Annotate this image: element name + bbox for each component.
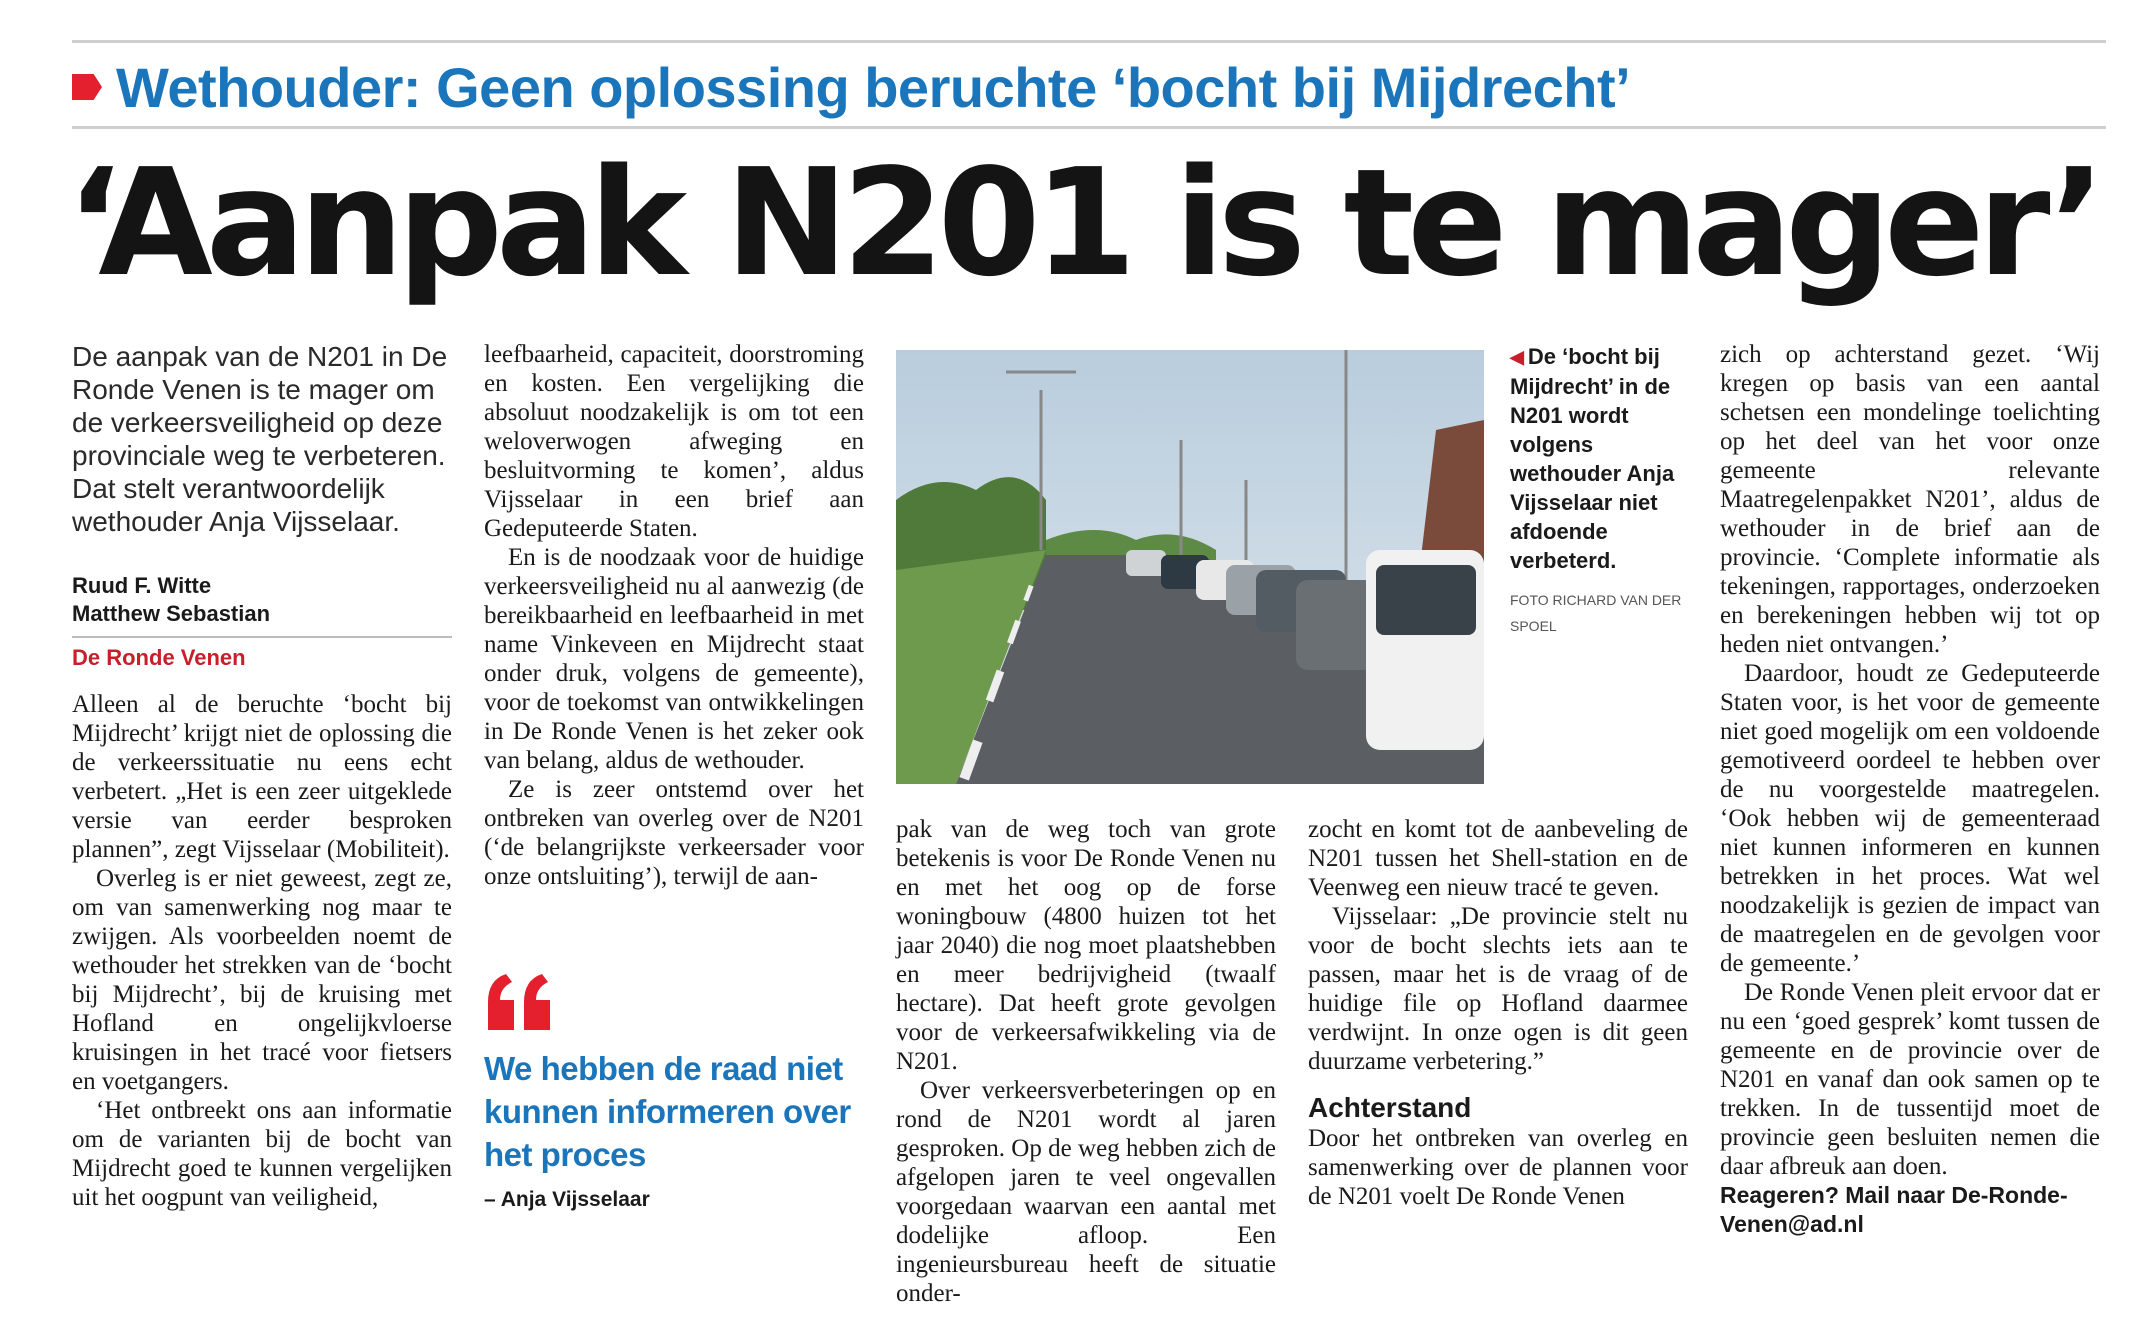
- caption-text: De ‘bocht bij Mijdrecht’ in de N201 wordt volgens wethouder Anja Vijsselaar niet afdoende verbeterd.: [1510, 344, 1675, 573]
- dateline: De Ronde Venen: [72, 645, 246, 670]
- headline: ‘Aanpak N201 is te mager’: [66, 137, 2099, 309]
- article-body: [1308, 815, 1688, 1076]
- caption-arrow-icon: ◀: [1510, 347, 1524, 367]
- paragraph: ‘Het ontbreekt ons aan informatie om de varianten bij de bocht van Mijdrecht goed te kunnen vergelijken uit het oogpunt van veiligheid,: [72, 1097, 452, 1211]
- kicker: [72, 52, 1630, 122]
- paragraph: zocht en komt tot de aanbeveling de N201 tussen het Shell-station en de Veenweg een nieuw tracé te geven.: [1308, 816, 1688, 901]
- column-4: [1308, 815, 1688, 1211]
- arrow-marker-icon: [72, 74, 102, 100]
- paragraph: zich op achterstand gezet. ‘Wij kregen op basis van een aantal schetsen een mondelinge toelichting op het deel van het voor onze gemeente relevante Maatregelenpakket N201’, aldus de wethouder in de brief aan de provincie. ‘Complete informatie als tekeningen, rapportages, onderzoeken en berekeningen hebben wij tot op heden niet ontvangen.’: [1720, 341, 2100, 658]
- byline-divider: [72, 636, 452, 638]
- article-body: [1720, 340, 2100, 1181]
- paragraph: pak van de weg toch van grote betekenis is voor De Ronde Venen nu en met het oog op de forse woningbouw (4800 huizen tot het jaar 2040) die nog moet plaatshebben en meer bedrijvigheid (twaalf hectare). Dat heeft grote gevolgen voor de verkeersafwikkeling via de N201.: [896, 816, 1276, 1075]
- column-5: [1720, 340, 2100, 1239]
- subheading: Achterstand: [1308, 1092, 1472, 1123]
- author-name: Ruud F. Witte: [72, 573, 212, 598]
- column-2: [484, 340, 864, 891]
- paragraph: Ze is zeer ontstemd over het ontbreken van overleg over de N201 (‘de belangrijkste verkeersader voor onze ontsluiting’), terwijl de aan-: [484, 776, 864, 890]
- paragraph: Overleg is er niet geweest, zegt ze, om van samenwerking nog maar te zwijgen. Als voorbeelden noemt de wethouder het strekken van de ‘bocht bij Mijdrecht’, bij de kruising met Hofland en ongelijkvloerse kruisingen in het tracé voor fietsers en voetgangers.: [72, 865, 452, 1095]
- paragraph: En is de noodzaak voor de huidige verkeersveiligheid nu al aanwezig (de bereikbaarheid en leefbaarheid in met name Vinkeveen en Mijdrecht staat onder druk, volgens de gemeente), voor de toekomst van ontwikkelingen in De Ronde Venen is het zeker ook van belang, aldus de wethouder.: [484, 544, 864, 774]
- quote-attribution: – Anja Vijsselaar: [484, 1188, 650, 1211]
- author-name: Matthew Sebastian: [72, 601, 271, 626]
- kicker-rule-top: [72, 40, 2106, 43]
- pull-quote: [484, 972, 864, 1214]
- article-body: [72, 690, 452, 1212]
- intro: De aanpak van de N201 in De Ronde Venen is te mager om de verkeersveiligheid op deze provinciale weg te verbeteren. Dat stelt verantwoordelijk wethouder Anja Vijsselaar.: [72, 341, 448, 537]
- article-photo: [896, 350, 1484, 784]
- paragraph: De Ronde Venen pleit ervoor dat er nu een ‘goed gesprek’ komt tussen de gemeente en de provincie over de N201 en vanaf dan ook samen op te trekken. In de tussentijd moet de provincie geen besluiten nemen die daar afbreuk aan doen.: [1720, 979, 2100, 1180]
- photo-caption: [1510, 342, 1710, 639]
- paragraph: Over verkeersverbeteringen op en rond de N201 wordt al jaren gesproken. Op de weg hebben zich de afgelopen jaren te veel ongevallen voorgedaan waarvan een aantal met dodelijke afloop. Een ingenieursbureau heeft de situatie onder-: [896, 1077, 1276, 1307]
- quote-mark-icon: [484, 972, 554, 1032]
- paragraph: Daardoor, houdt ze Gedeputeerde Staten voor, is het voor de gemeente niet goed mogelijk om een voldoende gemotiveerd oordeel te hebben over de nu voorgestelde maatregelen. ‘Ook hebben wij de gemeenteraad niet kunnen informeren en kunnen betrekken in het proces. Wat wel noodzakelijk is gezien de impact van de maatregelen en de gevolgen voor de gemeente.’: [1720, 660, 2100, 977]
- paragraph: Alleen al de beruchte ‘bocht bij Mijdrecht’ krijgt niet de oplossing die de verkeerssituatie nu eens echt verbetert. „Het is een zeer uitgeklede versie van eerder besproken plannen”, zegt Vijsselaar (Mobiliteit).: [72, 691, 452, 863]
- reply-contact: Reageren? Mail naar De-Ronde-Venen@ad.nl: [1720, 1182, 2068, 1237]
- paragraph: Door het ontbreken van overleg en samenwerking over de plannen voor de N201 voelt De Ronde Venen: [1308, 1125, 1688, 1210]
- article-body: [896, 815, 1276, 1308]
- photo-credit: FOTO RICHARD VAN DER SPOEL: [1510, 592, 1682, 634]
- kicker-text: Wethouder: Geen oplossing beruchte ‘bocht bij Mijdrecht’: [116, 55, 1631, 119]
- quote-text: We hebben de raad niet kunnen informeren over het proces: [484, 1050, 851, 1173]
- byline: [72, 572, 452, 628]
- road-traffic-image: [896, 350, 1484, 784]
- column-1: [72, 340, 452, 1212]
- paragraph: leefbaarheid, capaciteit, doorstroming en kosten. Een vergelijking die absoluut noodzakelijk is om tot een weloverwogen afweging en besluitvorming te komen’, aldus Vijsselaar in een brief aan Gedeputeerde Staten.: [484, 341, 864, 542]
- column-3: [896, 815, 1276, 1308]
- article-body: [484, 340, 864, 891]
- kicker-rule-bottom: [72, 126, 2106, 129]
- paragraph: Vijsselaar: „De provincie stelt nu voor de bocht slechts iets aan te passen, maar het is de vraag of de huidige file op Hofland daarmee verdwijnt. In onze ogen is dit geen duurzame verbetering.”: [1308, 903, 1688, 1075]
